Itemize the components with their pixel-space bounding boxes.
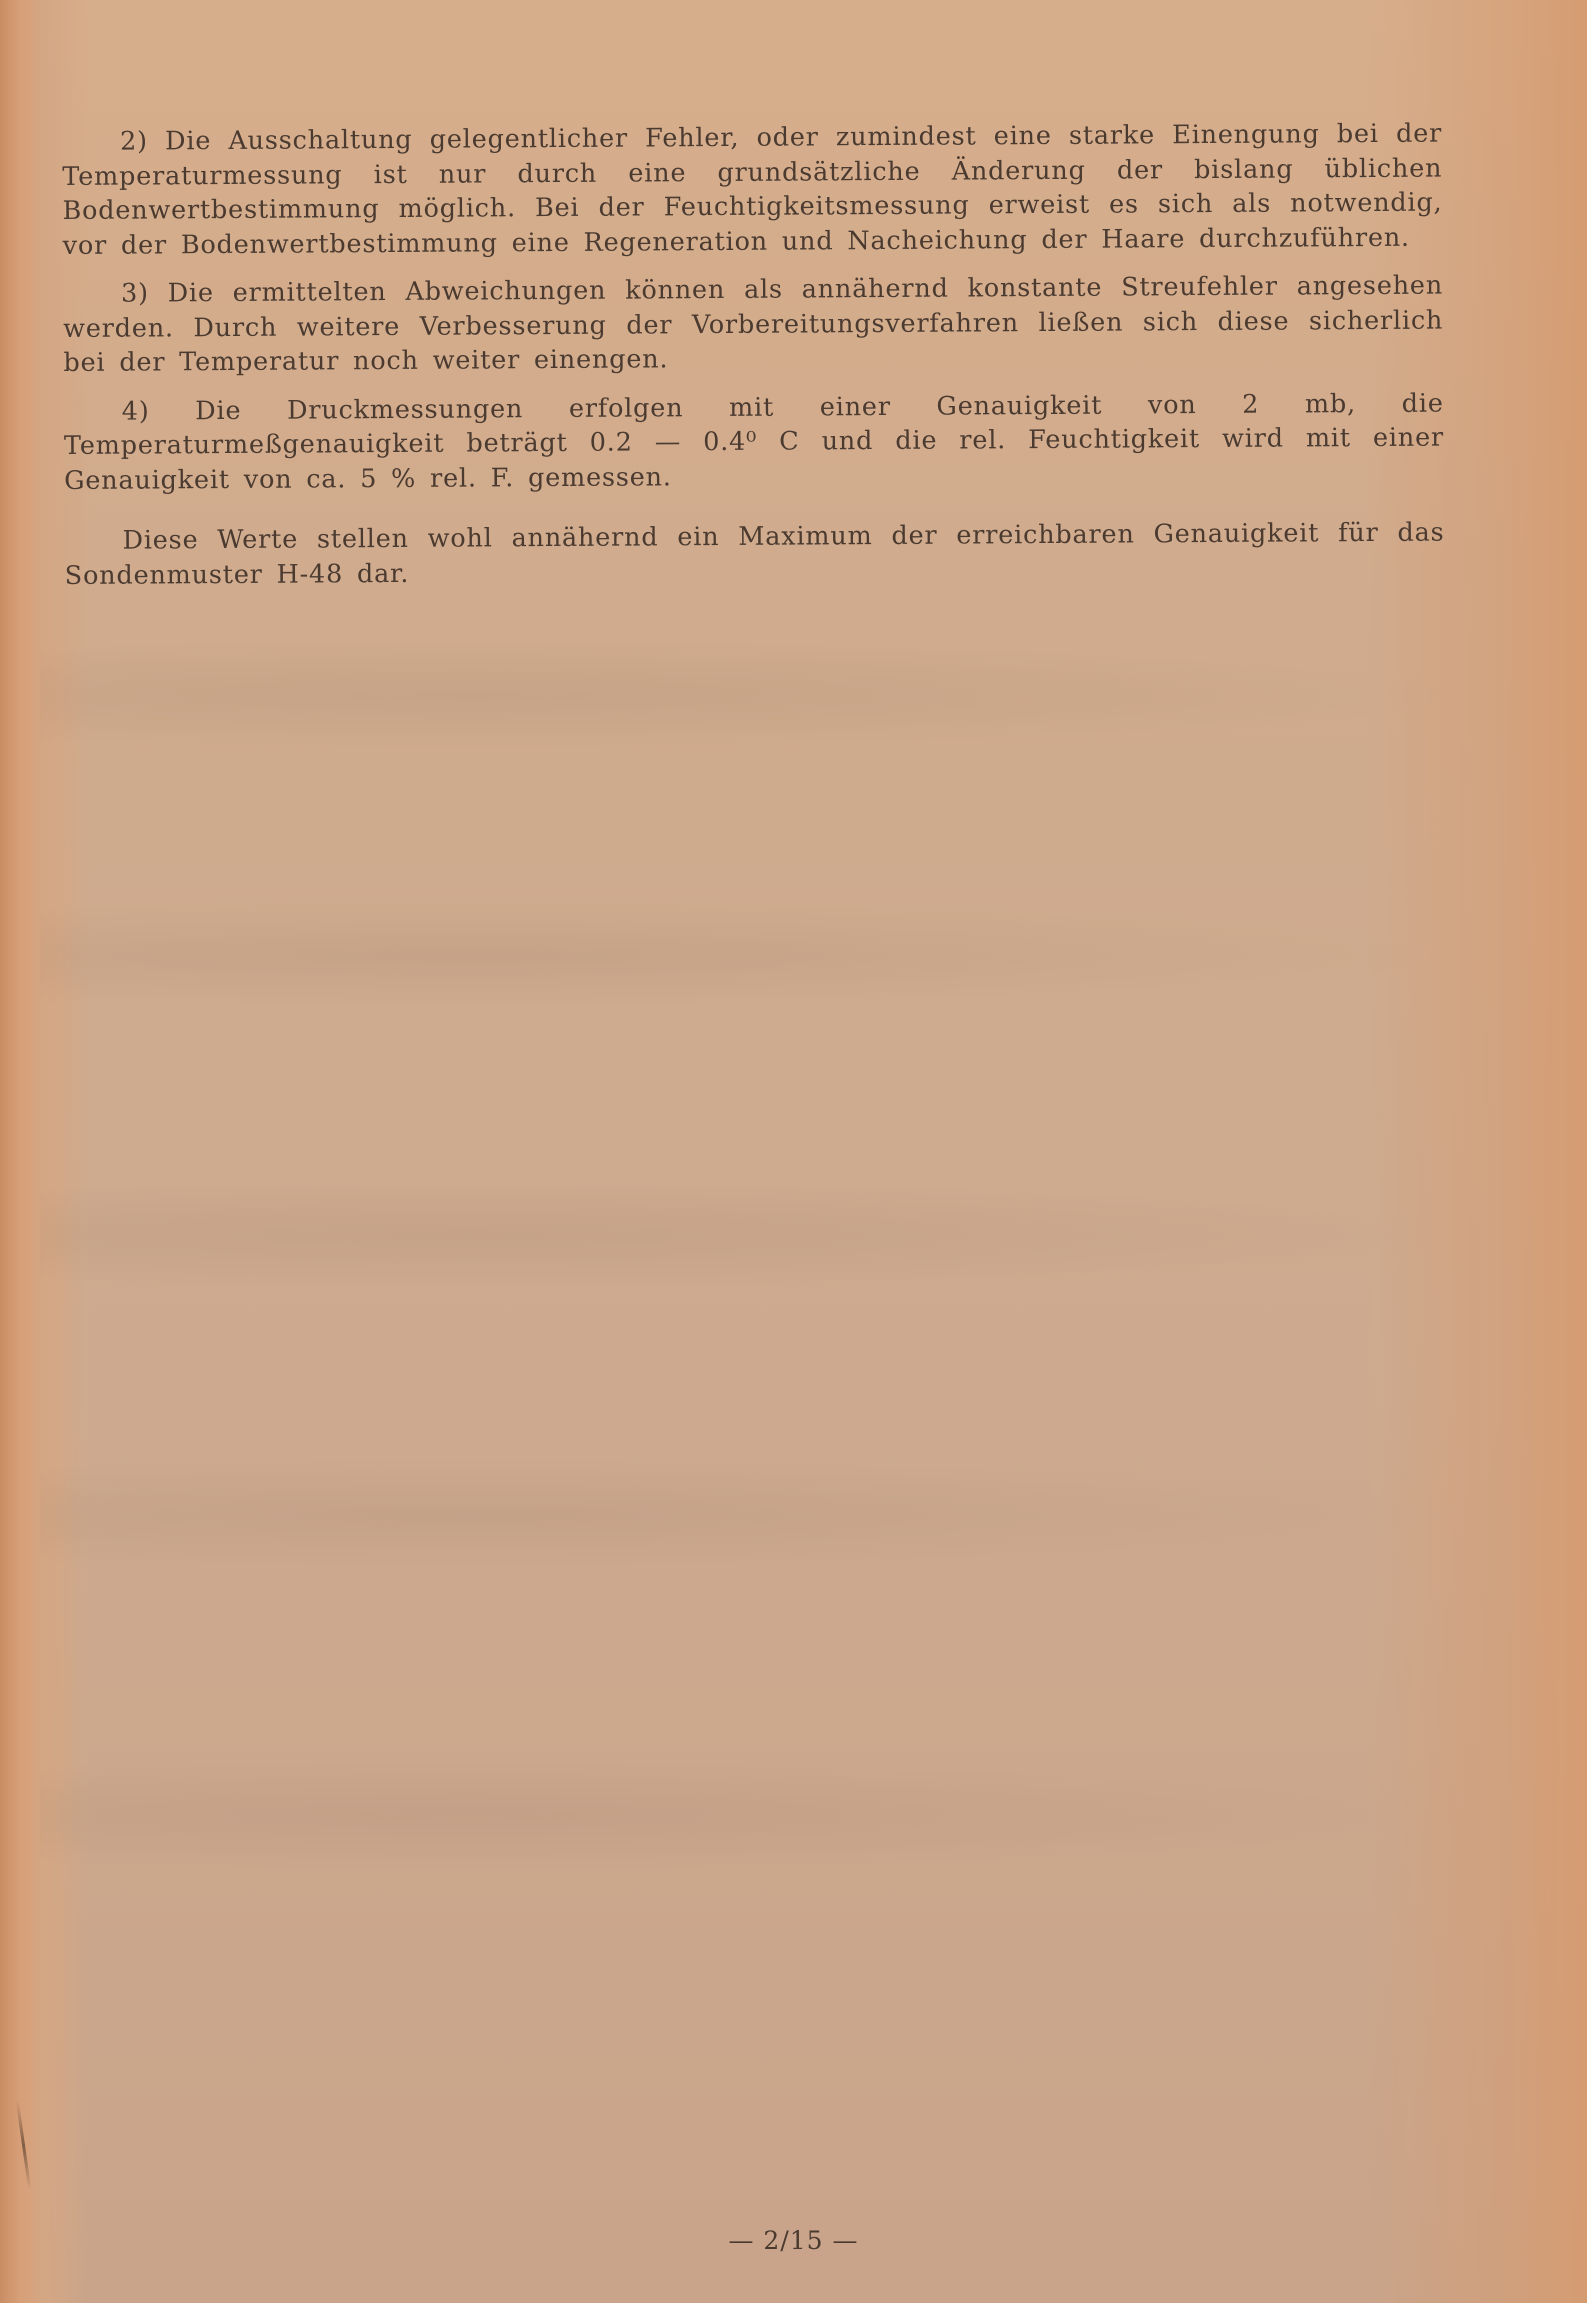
paper-wave-shadow (40, 1460, 1467, 1570)
paragraph-4: 4) Die Druckmessungen erfolgen mit einer Genauigkeit von 2 mb, die Temperaturmeßgenauigkeit beträgt 0.2 — 0.4⁰ C und die rel. Feuchtigkeit wird mit einer Genauigkeit von ca. 5 % rel. F. gemessen. (63, 388, 1445, 496)
paragraph-2: 2) Die Ausschaltung gelegentlicher Fehler, oder zumindest eine starke Einengung bei der Temperaturmessung ist nur durch eine grundsätzliche Änderung der bislang üblichen Bodenwertbestimmung möglich. Bei der Feuchtigkeitsmessung erweist es sich als notwendig, vor der Bodenwertbestimmung eine Regeneration und Nacheichung der Haare durchzuführen. (62, 118, 1443, 261)
body-text (62, 117, 1445, 607)
binding-mark (16, 2100, 31, 2190)
page-number: — 2/15 — (728, 2226, 859, 2255)
paper-wave-shadow (40, 1760, 1467, 1870)
paragraph-3: 3) Die ermittelten Abweichungen können als annähernd konstante Streufehler angesehen werden. Durch weitere Verbesserung der Vorbereitungsverfahren ließen sich diese sicherlich bei der Temperatur noch weiter einengen. (63, 270, 1444, 378)
paper-wave-shadow (40, 1180, 1467, 1290)
paragraph-conclusion: Diese Werte stellen wohl annähernd ein Maximum der erreichbaren Genauigkeit für das Sondenmuster H-48 dar. (64, 517, 1445, 591)
paper-wave-shadow (40, 900, 1467, 1010)
paper-wave-shadow (40, 640, 1467, 750)
